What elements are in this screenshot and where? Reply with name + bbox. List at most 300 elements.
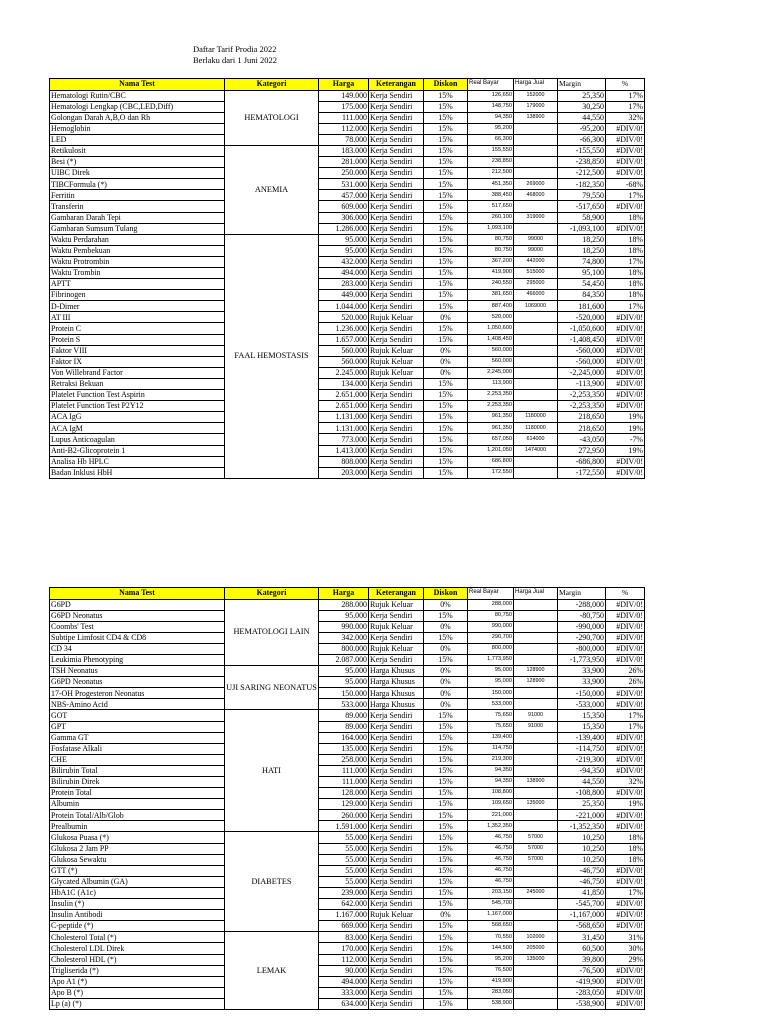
discount-cell: 15% <box>424 268 468 279</box>
price-cell: 1.131.000 <box>319 412 369 423</box>
test-name-cell: Protein C <box>50 323 225 334</box>
test-name-cell: Protein Total/Alb/Glob <box>50 810 225 821</box>
price-cell: 134.000 <box>319 378 369 389</box>
column-header: Harga <box>319 588 369 600</box>
test-name-cell: Analisa Hb HPLC <box>50 456 225 467</box>
discount-cell: 15% <box>424 423 468 434</box>
real-payment-cell: 221,000 <box>468 810 514 821</box>
selling-price-cell: 245000 <box>514 887 558 898</box>
margin-cell: 41,850 <box>558 887 606 898</box>
margin-cell: -46,750 <box>558 876 606 887</box>
selling-price-cell: 57000 <box>514 854 558 865</box>
test-name-cell: Faktor VIII <box>50 345 225 356</box>
discount-cell: 15% <box>424 821 468 832</box>
discount-cell: 15% <box>424 412 468 423</box>
percent-cell: #DIV/0! <box>606 621 645 632</box>
test-name-cell: Trigliserida (*) <box>50 965 225 976</box>
selling-price-cell: 128900 <box>514 666 558 677</box>
table-row <box>50 256 645 267</box>
price-cell: 83.000 <box>319 932 369 943</box>
price-cell: 112.000 <box>319 954 369 965</box>
selling-price-cell <box>514 921 558 932</box>
percent-cell: #DIV/0! <box>606 743 645 754</box>
real-payment-cell: 240,550 <box>468 279 514 290</box>
price-cell: 432.000 <box>319 256 369 267</box>
margin-cell: -113,900 <box>558 378 606 389</box>
real-payment-cell: 1,050,600 <box>468 323 514 334</box>
selling-price-cell: 135000 <box>514 799 558 810</box>
remark-cell: Kerja Sendiri <box>369 965 424 976</box>
remark-cell: Kerja Sendiri <box>369 279 424 290</box>
discount-cell: 15% <box>424 987 468 998</box>
test-name-cell: Retikulosit <box>50 145 225 156</box>
test-name-cell: Insulin (*) <box>50 899 225 910</box>
percent-cell: #DIV/0! <box>606 223 645 234</box>
price-cell: 111.000 <box>319 765 369 776</box>
column-header: Nama Test <box>50 79 225 91</box>
price-cell: 333.000 <box>319 987 369 998</box>
discount-cell: 0% <box>424 699 468 710</box>
price-cell: 164.000 <box>319 732 369 743</box>
test-name-cell: Hemoglobin <box>50 123 225 134</box>
real-payment-cell: 367,200 <box>468 256 514 267</box>
discount-cell: 15% <box>424 123 468 134</box>
test-name-cell: Lp (a) (*) <box>50 998 225 1009</box>
test-name-cell: Hematologi Lengkap (CBC,LED,Diff) <box>50 101 225 112</box>
real-payment-cell: 212,500 <box>468 168 514 179</box>
price-cell: 520.000 <box>319 312 369 323</box>
real-payment-cell: 155,550 <box>468 145 514 156</box>
selling-price-cell: 515000 <box>514 268 558 279</box>
margin-cell: -94,350 <box>558 765 606 776</box>
remark-cell: Kerja Sendiri <box>369 610 424 621</box>
real-payment-cell: 800,000 <box>468 643 514 654</box>
percent-cell: 19% <box>606 799 645 810</box>
price-cell: 494.000 <box>319 976 369 987</box>
real-payment-cell: 568,650 <box>468 921 514 932</box>
price-cell: 288.000 <box>319 599 369 610</box>
percent-cell: 17% <box>606 887 645 898</box>
margin-cell: 218,650 <box>558 423 606 434</box>
price-cell: 250.000 <box>319 168 369 179</box>
discount-cell: 15% <box>424 832 468 843</box>
table-row <box>50 334 645 345</box>
percent-cell: #DIV/0! <box>606 876 645 887</box>
remark-cell: Rujuk Keluar <box>369 643 424 654</box>
margin-cell: -288,000 <box>558 599 606 610</box>
margin-cell: 44,550 <box>558 777 606 788</box>
table-row <box>50 401 645 412</box>
remark-cell: Kerja Sendiri <box>369 899 424 910</box>
margin-cell: 54,450 <box>558 279 606 290</box>
test-name-cell: Protein S <box>50 334 225 345</box>
category-cell: UJI SARING NEONATUS <box>225 666 319 710</box>
real-payment-cell: 419,900 <box>468 976 514 987</box>
percent-cell: #DIV/0! <box>606 910 645 921</box>
percent-cell: #DIV/0! <box>606 610 645 621</box>
selling-price-cell <box>514 345 558 356</box>
margin-cell: -520,000 <box>558 312 606 323</box>
table-row <box>50 599 645 610</box>
test-name-cell: GOT <box>50 710 225 721</box>
remark-cell: Kerja Sendiri <box>369 378 424 389</box>
test-name-cell: Glukosa Sewaktu <box>50 854 225 865</box>
table-row <box>50 899 645 910</box>
percent-cell: #DIV/0! <box>606 345 645 356</box>
table-row <box>50 666 645 677</box>
column-header: Margin <box>558 79 606 91</box>
margin-cell: -66,300 <box>558 134 606 145</box>
remark-cell: Rujuk Keluar <box>369 367 424 378</box>
price-cell: 773.000 <box>319 434 369 445</box>
test-name-cell: Albumin <box>50 799 225 810</box>
test-name-cell: Insulin Antibodi <box>50 910 225 921</box>
selling-price-cell: 1474000 <box>514 445 558 456</box>
selling-price-cell: 295000 <box>514 279 558 290</box>
selling-price-cell <box>514 610 558 621</box>
price-cell: 95.000 <box>319 610 369 621</box>
real-payment-cell: 961,350 <box>468 423 514 434</box>
remark-cell: Kerja Sendiri <box>369 190 424 201</box>
percent-cell: #DIV/0! <box>606 390 645 401</box>
test-name-cell: Bilirubin Total <box>50 765 225 776</box>
table-row <box>50 234 645 245</box>
percent-cell: 18% <box>606 268 645 279</box>
real-payment-cell: 961,350 <box>468 412 514 423</box>
column-header: Nama Test <box>50 588 225 600</box>
test-name-cell: GPT <box>50 721 225 732</box>
price-cell: 55.000 <box>319 843 369 854</box>
real-payment-cell: 686,800 <box>468 456 514 467</box>
remark-cell: Kerja Sendiri <box>369 390 424 401</box>
price-cell: 449.000 <box>319 290 369 301</box>
real-payment-cell: 2,253,350 <box>468 390 514 401</box>
margin-cell: 44,550 <box>558 112 606 123</box>
margin-cell: -43,050 <box>558 434 606 445</box>
table-row <box>50 932 645 943</box>
table-row <box>50 876 645 887</box>
table-row <box>50 179 645 190</box>
table-row <box>50 854 645 865</box>
table-row <box>50 799 645 810</box>
selling-price-cell <box>514 865 558 876</box>
real-payment-cell: 283,050 <box>468 987 514 998</box>
table-row <box>50 976 645 987</box>
remark-cell: Kerja Sendiri <box>369 788 424 799</box>
price-cell: 2.087.000 <box>319 654 369 665</box>
price-cell: 2.651.000 <box>319 390 369 401</box>
margin-cell: -219,300 <box>558 754 606 765</box>
margin-cell: 181,600 <box>558 301 606 312</box>
test-name-cell: HbA1C (A1c) <box>50 887 225 898</box>
table-row <box>50 467 645 478</box>
selling-price-cell <box>514 876 558 887</box>
discount-cell: 0% <box>424 666 468 677</box>
margin-cell: -2,253,350 <box>558 401 606 412</box>
table-row <box>50 101 645 112</box>
remark-cell: Kerja Sendiri <box>369 765 424 776</box>
percent-cell: 18% <box>606 212 645 223</box>
discount-cell: 15% <box>424 954 468 965</box>
discount-cell: 15% <box>424 323 468 334</box>
percent-cell: 17% <box>606 721 645 732</box>
price-cell: 78.000 <box>319 134 369 145</box>
percent-cell: 26% <box>606 677 645 688</box>
real-payment-cell: 46,750 <box>468 832 514 843</box>
remark-cell: Kerja Sendiri <box>369 145 424 156</box>
discount-cell: 0% <box>424 677 468 688</box>
table-row <box>50 434 645 445</box>
price-cell: 560.000 <box>319 345 369 356</box>
real-payment-cell: 520,000 <box>468 312 514 323</box>
margin-cell: -990,000 <box>558 621 606 632</box>
percent-cell: 17% <box>606 710 645 721</box>
test-name-cell: Waktu Pembekuan <box>50 245 225 256</box>
remark-cell: Kerja Sendiri <box>369 821 424 832</box>
selling-price-cell <box>514 123 558 134</box>
selling-price-cell: 269000 <box>514 179 558 190</box>
selling-price-cell: 205000 <box>514 943 558 954</box>
percent-cell: 32% <box>606 777 645 788</box>
price-cell: 55.000 <box>319 854 369 865</box>
selling-price-cell <box>514 643 558 654</box>
margin-cell: -108,800 <box>558 788 606 799</box>
margin-cell: -1,050,600 <box>558 323 606 334</box>
price-cell: 129.000 <box>319 799 369 810</box>
price-cell: 531.000 <box>319 179 369 190</box>
test-name-cell: GTT (*) <box>50 865 225 876</box>
column-header: Harga <box>319 79 369 91</box>
discount-cell: 15% <box>424 876 468 887</box>
real-payment-cell: 46,750 <box>468 843 514 854</box>
real-payment-cell: 94,350 <box>468 777 514 788</box>
remark-cell: Kerja Sendiri <box>369 134 424 145</box>
selling-price-cell <box>514 821 558 832</box>
margin-cell: 30,250 <box>558 101 606 112</box>
margin-cell: -560,000 <box>558 356 606 367</box>
remark-cell: Harga Khusus <box>369 699 424 710</box>
column-header: Keterangan <box>369 588 424 600</box>
test-name-cell: Anti-B2-Glicoprotein 1 <box>50 445 225 456</box>
selling-price-cell <box>514 599 558 610</box>
margin-cell: 15,350 <box>558 710 606 721</box>
selling-price-cell <box>514 965 558 976</box>
selling-price-cell <box>514 312 558 323</box>
table-row <box>50 356 645 367</box>
test-name-cell: Platelet Function Test P2Y12 <box>50 401 225 412</box>
discount-cell: 15% <box>424 301 468 312</box>
price-cell: 609.000 <box>319 201 369 212</box>
table-row <box>50 699 645 710</box>
price-cell: 642.000 <box>319 899 369 910</box>
table-row <box>50 223 645 234</box>
test-name-cell: Retraksi Bekuan <box>50 378 225 389</box>
price-cell: 111.000 <box>319 777 369 788</box>
table-row <box>50 168 645 179</box>
column-header: Harga Jual <box>514 79 558 91</box>
document-validity: Berlaku dari 1 Juni 2022 <box>193 54 278 65</box>
discount-cell: 15% <box>424 754 468 765</box>
remark-cell: Kerja Sendiri <box>369 467 424 478</box>
discount-cell: 0% <box>424 345 468 356</box>
percent-cell: 17% <box>606 256 645 267</box>
category-cell: FAAL HEMOSTASIS <box>225 234 319 478</box>
category-cell: HEMATOLOGI <box>225 90 319 145</box>
margin-cell: 10,250 <box>558 843 606 854</box>
column-header: Real Bayar <box>468 588 514 600</box>
percent-cell: #DIV/0! <box>606 334 645 345</box>
discount-cell: 15% <box>424 976 468 987</box>
table-row <box>50 323 645 334</box>
price-cell: 90.000 <box>319 965 369 976</box>
margin-cell: -800,000 <box>558 643 606 654</box>
price-cell: 55.000 <box>319 832 369 843</box>
percent-cell: -7% <box>606 434 645 445</box>
table-row <box>50 921 645 932</box>
discount-cell: 15% <box>424 799 468 810</box>
price-cell: 1.044.000 <box>319 301 369 312</box>
margin-cell: 33,900 <box>558 666 606 677</box>
selling-price-cell <box>514 621 558 632</box>
discount-cell: 15% <box>424 145 468 156</box>
remark-cell: Kerja Sendiri <box>369 168 424 179</box>
real-payment-cell: 381,650 <box>468 290 514 301</box>
discount-cell: 15% <box>424 134 468 145</box>
table-row <box>50 987 645 998</box>
real-payment-cell: 108,800 <box>468 788 514 799</box>
percent-cell: #DIV/0! <box>606 688 645 699</box>
price-cell: 2.651.000 <box>319 401 369 412</box>
discount-cell: 15% <box>424 788 468 799</box>
table-row <box>50 998 645 1009</box>
remark-cell: Rujuk Keluar <box>369 356 424 367</box>
selling-price-cell <box>514 788 558 799</box>
selling-price-cell <box>514 157 558 168</box>
remark-cell: Kerja Sendiri <box>369 943 424 954</box>
discount-cell: 0% <box>424 356 468 367</box>
margin-cell: 25,350 <box>558 799 606 810</box>
test-name-cell: Badan Inklusi HbH <box>50 467 225 478</box>
column-header: % <box>606 588 645 600</box>
price-cell: 281.000 <box>319 157 369 168</box>
test-name-cell: TIBCFormula (*) <box>50 179 225 190</box>
table-row <box>50 788 645 799</box>
percent-cell: #DIV/0! <box>606 899 645 910</box>
price-cell: 800.000 <box>319 643 369 654</box>
selling-price-cell: 91000 <box>514 721 558 732</box>
discount-cell: 15% <box>424 279 468 290</box>
table-row <box>50 765 645 776</box>
margin-cell: -221,000 <box>558 810 606 821</box>
test-name-cell: G6PD <box>50 599 225 610</box>
table-row <box>50 456 645 467</box>
percent-cell: 32% <box>606 112 645 123</box>
remark-cell: Kerja Sendiri <box>369 401 424 412</box>
percent-cell: #DIV/0! <box>606 356 645 367</box>
margin-cell: -517,650 <box>558 201 606 212</box>
real-payment-cell: 288,000 <box>468 599 514 610</box>
remark-cell: Kerja Sendiri <box>369 921 424 932</box>
price-cell: 560.000 <box>319 356 369 367</box>
margin-cell: 74,800 <box>558 256 606 267</box>
discount-cell: 15% <box>424 932 468 943</box>
percent-cell: #DIV/0! <box>606 378 645 389</box>
test-name-cell: Glycated Albumin (GA) <box>50 876 225 887</box>
discount-cell: 15% <box>424 190 468 201</box>
table-header-row <box>50 588 645 600</box>
price-cell: 990.000 <box>319 621 369 632</box>
discount-cell: 15% <box>424 854 468 865</box>
selling-price-cell: 128900 <box>514 677 558 688</box>
price-cell: 283.000 <box>319 279 369 290</box>
price-cell: 150.000 <box>319 688 369 699</box>
selling-price-cell <box>514 145 558 156</box>
percent-cell: #DIV/0! <box>606 754 645 765</box>
table-row <box>50 123 645 134</box>
selling-price-cell <box>514 401 558 412</box>
discount-cell: 15% <box>424 710 468 721</box>
test-name-cell: LED <box>50 134 225 145</box>
margin-cell: 272,950 <box>558 445 606 456</box>
discount-cell: 15% <box>424 899 468 910</box>
category-cell: ANEMIA <box>225 145 319 234</box>
test-name-cell: Golongan Darah A,B,O dan Rh <box>50 112 225 123</box>
selling-price-cell <box>514 754 558 765</box>
table-header-row <box>50 79 645 91</box>
margin-cell: 84,350 <box>558 290 606 301</box>
remark-cell: Kerja Sendiri <box>369 887 424 898</box>
remark-cell: Kerja Sendiri <box>369 732 424 743</box>
table-row <box>50 943 645 954</box>
price-cell: 95.000 <box>319 234 369 245</box>
test-name-cell: D-Dimer <box>50 301 225 312</box>
percent-cell: 17% <box>606 90 645 101</box>
percent-cell: #DIV/0! <box>606 654 645 665</box>
test-name-cell: Waktu Protrombin <box>50 256 225 267</box>
price-cell: 128.000 <box>319 788 369 799</box>
real-payment-cell: 517,650 <box>468 201 514 212</box>
table-row <box>50 710 645 721</box>
margin-cell: 58,900 <box>558 212 606 223</box>
real-payment-cell: 990,000 <box>468 621 514 632</box>
selling-price-cell: 1069000 <box>514 301 558 312</box>
table-row <box>50 821 645 832</box>
selling-price-cell: 57000 <box>514 843 558 854</box>
remark-cell: Kerja Sendiri <box>369 932 424 943</box>
selling-price-cell <box>514 632 558 643</box>
table-row <box>50 688 645 699</box>
remark-cell: Kerja Sendiri <box>369 123 424 134</box>
selling-price-cell <box>514 467 558 478</box>
margin-cell: -1,352,350 <box>558 821 606 832</box>
remark-cell: Kerja Sendiri <box>369 112 424 123</box>
price-cell: 260.000 <box>319 810 369 821</box>
discount-cell: 15% <box>424 101 468 112</box>
table-row <box>50 290 645 301</box>
price-cell: 170.000 <box>319 943 369 954</box>
table-row <box>50 301 645 312</box>
percent-cell: #DIV/0! <box>606 965 645 976</box>
percent-cell: 18% <box>606 843 645 854</box>
remark-cell: Kerja Sendiri <box>369 456 424 467</box>
table-row <box>50 345 645 356</box>
column-header: Real Bayar <box>468 79 514 91</box>
price-cell: 112.000 <box>319 123 369 134</box>
discount-cell: 15% <box>424 90 468 101</box>
percent-cell: #DIV/0! <box>606 732 645 743</box>
remark-cell: Kerja Sendiri <box>369 876 424 887</box>
real-payment-cell: 1,352,350 <box>468 821 514 832</box>
